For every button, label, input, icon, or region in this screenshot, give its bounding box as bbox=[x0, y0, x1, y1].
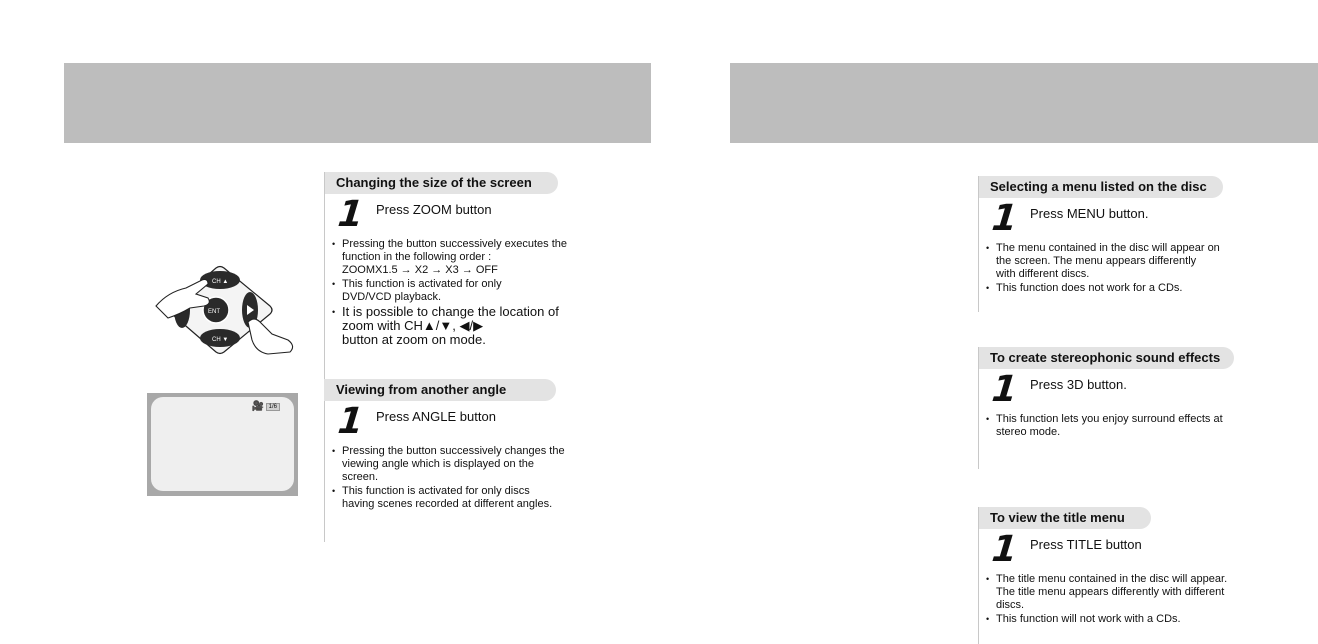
right-hand-icon bbox=[248, 319, 293, 354]
angle-indicator: 1/6 bbox=[266, 403, 280, 411]
note-item: • This function does not work for a CDs. bbox=[986, 282, 1278, 295]
stereo-step bbox=[978, 369, 1278, 409]
note-item: • This function lets you enjoy surround effects at stereo mode. bbox=[986, 413, 1278, 439]
angle-section bbox=[324, 379, 624, 512]
tv-screen-illustration bbox=[147, 393, 298, 496]
step-instruction: Press ANGLE button bbox=[376, 409, 496, 424]
title-menu-step bbox=[978, 529, 1278, 569]
ch-down-key-label: CH ▼ bbox=[212, 337, 229, 343]
remote-control-illustration bbox=[150, 262, 298, 358]
angle-notes bbox=[332, 445, 624, 511]
angle-step bbox=[324, 401, 624, 441]
right-page-banner bbox=[730, 63, 1318, 143]
note-item: • This function is activated for only DVD/VCD playback. bbox=[332, 278, 624, 304]
tv-screen-inner bbox=[151, 397, 294, 491]
step-number: 1 bbox=[989, 198, 1020, 239]
zoom-heading: Changing the size of the screen bbox=[324, 172, 558, 194]
step-instruction: Press 3D button. bbox=[1030, 377, 1127, 392]
zoom-section bbox=[324, 172, 624, 348]
stereo-section bbox=[978, 347, 1278, 440]
note-item: • Pressing the button successively executes the function in the following order : ZOOMX1.5 → X2 → X3 → OFF bbox=[332, 238, 624, 277]
step-number: 1 bbox=[989, 529, 1020, 570]
note-item: • This function is activated for only discs having scenes recorded at different angles. bbox=[332, 485, 624, 511]
title-menu-notes bbox=[986, 573, 1278, 626]
menu-step bbox=[978, 198, 1278, 238]
menu-heading: Selecting a menu listed on the disc bbox=[978, 176, 1223, 198]
step-number: 1 bbox=[989, 369, 1020, 410]
title-menu-section bbox=[978, 507, 1278, 627]
left-page-banner bbox=[64, 63, 651, 143]
menu-notes bbox=[986, 242, 1278, 295]
angle-heading: Viewing from another angle bbox=[324, 379, 556, 401]
zoom-step bbox=[324, 194, 624, 234]
step-number: 1 bbox=[335, 194, 366, 235]
zoom-notes bbox=[332, 238, 624, 347]
step-instruction: Press MENU button. bbox=[1030, 206, 1149, 221]
menu-section bbox=[978, 176, 1278, 296]
stereo-notes bbox=[986, 413, 1278, 439]
note-item: • It is possible to change the location of zoom with CH▲/▼, ◀/▶ button at zoom on mode. bbox=[332, 305, 624, 347]
step-instruction: Press TITLE button bbox=[1030, 537, 1142, 552]
note-item: • Pressing the button successively changes the viewing angle which is displayed on the screen. bbox=[332, 445, 624, 484]
stereo-heading: To create stereophonic sound effects bbox=[978, 347, 1234, 369]
enter-key-label: ENT bbox=[208, 309, 220, 315]
note-item: • This function will not work with a CDs. bbox=[986, 613, 1278, 626]
step-number: 1 bbox=[335, 401, 366, 442]
note-item: • The title menu contained in the disc will appear. The title menu appears differently with different discs. bbox=[986, 573, 1278, 612]
camera-angle-icon: 🎥 bbox=[251, 401, 264, 412]
note-item: • The menu contained in the disc will appear on the screen. The menu appears differently with different discs. bbox=[986, 242, 1278, 281]
ch-up-key-label: CH ▲ bbox=[212, 279, 229, 285]
step-instruction: Press ZOOM button bbox=[376, 202, 492, 217]
title-menu-heading: To view the title menu bbox=[978, 507, 1151, 529]
